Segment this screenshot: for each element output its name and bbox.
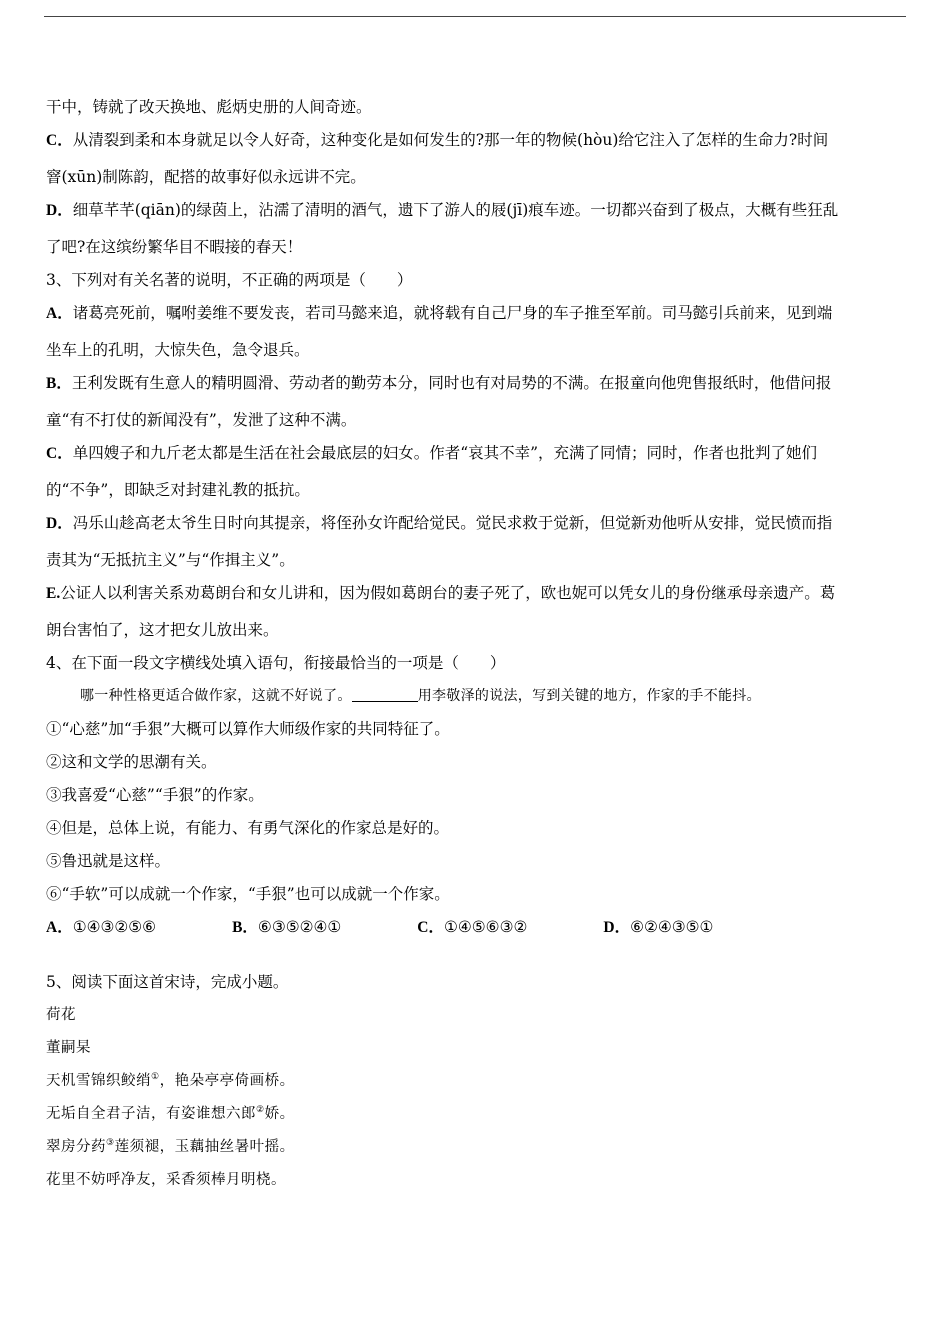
text-line: 的“不争”，即缺乏对封建礼教的抵抗。 bbox=[46, 481, 310, 499]
text-line: 干中，铸就了改天换地、彪炳史册的人间奇迹。 bbox=[46, 98, 372, 116]
option-text: 单四嫂子和九斤老太都是生活在社会最底层的妇女。作者“哀其不幸”，充满了同情；同时，作者也批判了她们 bbox=[72, 444, 818, 462]
question-4-stem: 4、在下面一段文字横线处填入语句，衔接最恰当的一项是（ ） bbox=[46, 654, 506, 672]
option-label: D． bbox=[46, 202, 73, 219]
q4-item: ⑥“手软”可以成就一个作家，“手狠”也可以成就一个作家。 bbox=[46, 885, 450, 903]
text-line: 坐车上的孔明，大惊失色，急令退兵。 bbox=[46, 341, 310, 359]
option-text: ⑥③⑤②④① bbox=[257, 918, 342, 936]
q4-item: ⑤鲁迅就是这样。 bbox=[46, 852, 171, 870]
option-label: C． bbox=[46, 445, 73, 462]
option-text: 从清裂到柔和本身就足以令人好奇，这种变化是如何发生的?那一年的物候(hòu)给它注入了怎样的生命力?时间 bbox=[72, 131, 829, 149]
answer-option-b bbox=[232, 916, 379, 939]
q4-item: ①“心慈”加“手狠”大概可以算作大师级作家的共同特征了。 bbox=[46, 720, 450, 738]
passage-text: 用李敬泽的说法，写到关键的地方，作家的手不能抖。 bbox=[417, 688, 761, 704]
option-d-line bbox=[46, 199, 904, 222]
q3-option-b bbox=[46, 372, 904, 395]
option-label: C． bbox=[417, 919, 444, 936]
option-text: ①④⑤⑥③② bbox=[444, 918, 528, 936]
fill-blank bbox=[352, 687, 418, 702]
option-label: A． bbox=[46, 305, 73, 322]
poem-text: 莲须褪，玉藕抽丝暑叶摇。 bbox=[114, 1139, 295, 1155]
option-label: B． bbox=[232, 919, 258, 936]
footnote-mark: ② bbox=[256, 1105, 265, 1115]
question-5-stem: 5、阅读下面这首宋诗，完成小题。 bbox=[46, 973, 289, 991]
option-label: E. bbox=[46, 585, 61, 602]
text-line: 朗台害怕了，这才把女儿放出来。 bbox=[46, 621, 279, 639]
poem-text: ，艳朵亭亭倚画桥。 bbox=[159, 1073, 295, 1089]
document-body bbox=[46, 96, 904, 1202]
question-3-stem: 3、下列对有关名著的说明，不正确的两项是（ ） bbox=[46, 271, 413, 289]
option-label: B． bbox=[46, 375, 72, 392]
text-line: 责其为“无抵抗主义”与“作揖主义”。 bbox=[46, 551, 295, 569]
option-text: ⑥②④③⑤① bbox=[630, 918, 714, 936]
q4-passage bbox=[46, 685, 904, 708]
answer-option-a bbox=[46, 916, 194, 939]
footnote-mark: ① bbox=[151, 1072, 160, 1082]
header-rule bbox=[44, 16, 906, 17]
q4-answer-options bbox=[46, 916, 904, 939]
text-line: 了吧?在这缤纷繁华目不暇接的春天！ bbox=[46, 238, 303, 256]
q4-item: ④但是，总体上说，有能力、有勇气深化的作家总是好的。 bbox=[46, 819, 450, 837]
poem-title: 荷花 bbox=[46, 1007, 76, 1023]
poem-text: 天机雪锦织鲛绡 bbox=[46, 1073, 151, 1089]
option-c-line bbox=[46, 129, 904, 152]
option-label: D． bbox=[46, 515, 73, 532]
option-label: C． bbox=[46, 132, 73, 149]
passage-text: 哪一种性格更适合做作家，这就不好说了。 bbox=[80, 688, 352, 704]
option-text: 公证人以利害关系劝葛朗台和女儿讲和，因为假如葛朗台的妻子死了，欧也妮可以凭女儿的身份继承母亲遗产。葛 bbox=[60, 584, 836, 602]
text-line: 窨(xūn)制陈韵，配搭的故事好似永远讲不完。 bbox=[46, 168, 366, 186]
section-gap bbox=[46, 949, 904, 971]
poem-line bbox=[46, 1070, 904, 1093]
q3-option-e bbox=[46, 582, 904, 605]
poem-author: 董嗣杲 bbox=[46, 1040, 91, 1056]
answer-option-d bbox=[603, 916, 751, 939]
option-text: 诸葛亮死前，嘱咐姜维不要发丧，若司马懿来追，就将载有自己尸身的车子推至军前。司马懿引兵前来，见到端 bbox=[72, 304, 833, 322]
q3-option-c bbox=[46, 442, 904, 465]
option-text: 冯乐山趁高老太爷生日时向其提亲，将侄孙女许配给觉民。觉民求救于觉新，但觉新劝他听从安排，觉民愤而指 bbox=[72, 514, 833, 532]
q4-item: ②这和文学的思潮有关。 bbox=[46, 753, 217, 771]
q3-option-a bbox=[46, 302, 904, 325]
text-line: 童“有不打仗的新闻没有”，发泄了这种不满。 bbox=[46, 411, 357, 429]
poem-text: 翠房分药 bbox=[46, 1139, 106, 1155]
poem-text: 娇。 bbox=[264, 1106, 295, 1122]
option-label: A． bbox=[46, 919, 73, 936]
poem-line: 花里不妨呼净友，采香须棒月明桡。 bbox=[46, 1172, 286, 1188]
q4-item: ③我喜爱“心慈”“手狠”的作家。 bbox=[46, 786, 264, 804]
option-text: ①④③②⑤⑥ bbox=[72, 918, 157, 936]
poem-line bbox=[46, 1136, 904, 1159]
q3-option-d bbox=[46, 512, 904, 535]
poem-text: 无垢自全君子洁，有姿谁想六郎 bbox=[46, 1106, 256, 1122]
answer-option-c bbox=[417, 916, 565, 939]
poem-line bbox=[46, 1103, 904, 1126]
option-text: 王利发既有生意人的精明圆滑、劳动者的勤劳本分，同时也有对局势的不满。在报童向他兜售报纸时，他借问报 bbox=[71, 374, 832, 392]
footnote-mark: ③ bbox=[106, 1138, 115, 1148]
option-label: D． bbox=[603, 919, 631, 936]
option-text: 细草芊芊(qiān)的绿茵上，沾濡了清明的酒气，遗下了游人的屐(jī)痕车迹。一切都兴奋到了极点，大概有些狂乱 bbox=[72, 201, 839, 219]
